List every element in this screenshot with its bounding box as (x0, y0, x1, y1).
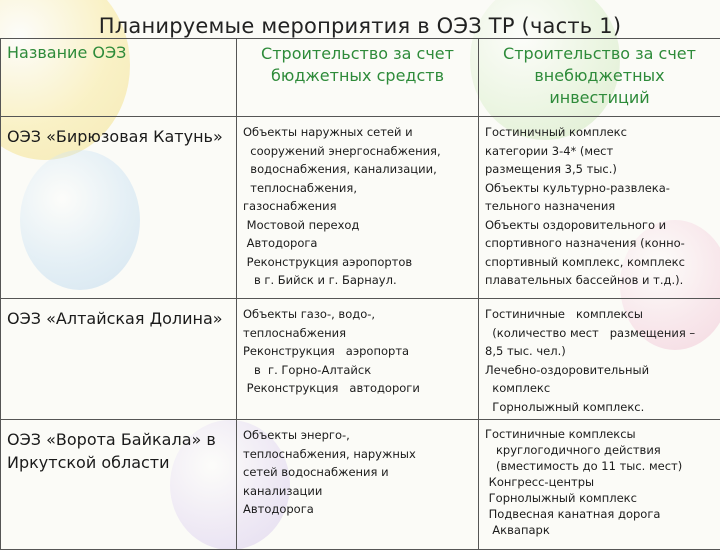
cell-line: газоснабжения (243, 197, 472, 216)
offbudget-cell (479, 117, 720, 299)
cell-line: Аквапарк (485, 522, 714, 538)
cell-line: Горнолыжный комплекс. (485, 398, 714, 417)
header-budget: Строительство за счет бюджетных средств (237, 39, 479, 117)
cell-line: Гостиничный комплекс (485, 123, 714, 142)
cell-line: круглогодичного действия (485, 442, 714, 458)
cell-line: 8,5 тыс. чел.) (485, 342, 714, 361)
cell-line: Объекты культурно-развлека- (485, 179, 714, 198)
cell-line: Реконструкция автодороги (243, 379, 472, 398)
cell-line: Объекты наружных сетей и (243, 123, 472, 142)
table-row (1, 420, 720, 550)
cell-line: комплекс (485, 379, 714, 398)
cell-line: Объекты энерго-, (243, 426, 472, 445)
zone-name: ОЭЗ «Ворота Байкала» в Иркутской области (1, 420, 237, 550)
cell-line: теплоснабжения, (243, 179, 472, 198)
offbudget-cell (479, 299, 720, 420)
cell-line: Лечебно-оздоровительный (485, 361, 714, 380)
cell-line: тельного назначения (485, 197, 714, 216)
cell-line: Объекты газо-, водо-, (243, 305, 472, 324)
header-zone-name: Название ОЭЗ (1, 39, 237, 117)
cell-line: канализации (243, 482, 472, 501)
table-row (1, 117, 720, 299)
cell-line: Конгресс-центры (485, 474, 714, 490)
table-header-row (1, 39, 720, 117)
slide-title: Планируемые мероприятия в ОЭЗ ТР (часть 1) (0, 14, 720, 38)
zone-name: ОЭЗ «Бирюзовая Катунь» (1, 117, 237, 299)
cell-line: размещения 3,5 тыс.) (485, 160, 714, 179)
cell-line: Автодорога (243, 500, 472, 519)
cell-line: (вместимость до 11 тыс. мест) (485, 458, 714, 474)
cell-line: сооружений энергоснабжения, (243, 142, 472, 161)
cell-line: Реконструкция аэропорта (243, 342, 472, 361)
cell-line: теплоснабжения, наружных (243, 445, 472, 464)
cell-line: Подвесная канатная дорога (485, 506, 714, 522)
offbudget-cell (479, 420, 720, 550)
cell-line: в г. Бийск и г. Барнаул. (243, 271, 472, 290)
cell-line: в г. Горно-Алтайск (243, 361, 472, 380)
header-offbudget: Строительство за счет внебюджетных инвестиций (479, 39, 720, 117)
cell-line: спортивный комплекс, комплекс (485, 253, 714, 272)
cell-line: Автодорога (243, 234, 472, 253)
cell-line: спортивного назначения (конно- (485, 234, 714, 253)
cell-line: Гостиничные комплексы (485, 305, 714, 324)
budget-cell (237, 420, 479, 550)
cell-line: Гостиничные комплексы (485, 426, 714, 442)
zone-name: ОЭЗ «Алтайская Долина» (1, 299, 237, 420)
events-table (0, 38, 720, 550)
cell-line: категории 3-4* (мест (485, 142, 714, 161)
cell-line: водоснабжения, канализации, (243, 160, 472, 179)
cell-line: Мостовой переход (243, 216, 472, 235)
cell-line: теплоснабжения (243, 324, 472, 343)
budget-cell (237, 117, 479, 299)
cell-line: Объекты оздоровительного и (485, 216, 714, 235)
cell-line: сетей водоснабжения и (243, 463, 472, 482)
cell-line: Горнолыжный комплекс (485, 490, 714, 506)
table-row (1, 299, 720, 420)
cell-line: (количество мест размещения – (485, 324, 714, 343)
cell-line: Реконструкция аэропортов (243, 253, 472, 272)
cell-line: плавательных бассейнов и т.д.). (485, 271, 714, 290)
budget-cell (237, 299, 479, 420)
